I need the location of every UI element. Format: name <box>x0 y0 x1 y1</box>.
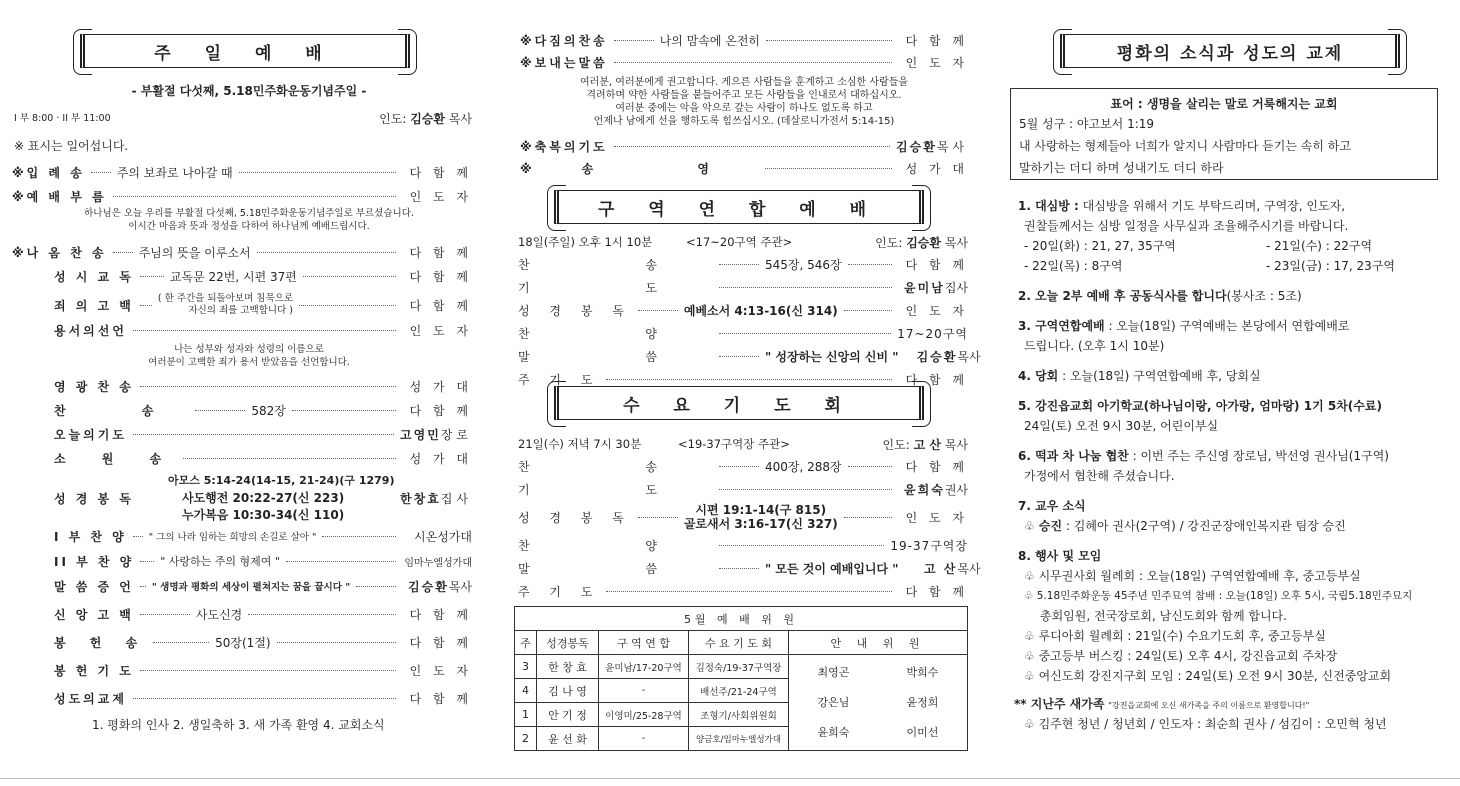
order-item: ※예 배 부 름 인 도 자 <box>12 189 472 204</box>
news-line: ♧ 승진 : 김혜아 권사(2구역) / 강진군장애인복지관 팀장 승진 <box>1024 519 1346 533</box>
table-header: 주 <box>515 631 537 655</box>
news-line: 24일(토) 오전 9시 30분, 어린이부실 <box>1024 419 1219 433</box>
order-item: 찬 송 545장, 546장 다 함 께 <box>518 257 968 272</box>
table-title: 5월 예 배 위 원 <box>515 607 968 631</box>
verse-line: 말하기는 더디 하며 성내기도 더디 하라 <box>1019 161 1224 175</box>
news-line: ♧ 루디아회 월례회 : 21일(수) 수요기도회 후, 중고등부실 <box>1024 629 1326 643</box>
news-item: 8. 행사 및 모임 <box>1018 549 1102 563</box>
wednesday-prayer-leader: 인도: 고 산 목사 <box>882 438 968 452</box>
table-row: 2 윤 선 화 - 양금호/임마누엘성가대 <box>515 727 968 751</box>
sending-word-text: 여러분, 여러분에게 권고합니다. 게으른 사람들을 훈계하고 소심한 사람들을 격려하며 약한 사람들을 붙들어주고 모든 사람들을 인내로서 대하십시오. 여러분 중에는 악을 악으로 갚는 사람이 하나도 없도록 하고 언제나 남에게 선을 행하도록 힘쓰십시오. (데살로니가전서 5:14-15) <box>579 77 909 127</box>
order-item: 성도의교제 다 함 께 <box>54 691 472 706</box>
order-item: ※축복의기도 김승환목사 <box>520 139 968 154</box>
order-item: 오늘의기도 고영민장로 <box>54 427 472 442</box>
district-worship-leader: 인도: 김승환 목사 <box>875 236 968 250</box>
news-item: 7. 교우 소식 <box>1018 499 1086 513</box>
stand-note: ※ 표시는 일어섭니다. <box>14 139 129 153</box>
table-header: 수 요 기 도 회 <box>689 631 789 655</box>
news-line: - 23일(금) : 17, 23구역 <box>1266 259 1395 273</box>
scripture-reading-1: 아모스 5:14-24(14-15, 21-24)(구 1279) <box>168 474 395 487</box>
scripture-reading-2: 사도행전 20:22-27(신 223) <box>182 491 345 505</box>
news-line: ♧ 중고등부 버스킹 : 24일(토) 오후 4시, 강진읍교회 주차장 <box>1024 649 1338 663</box>
order-item: 말 씀 증 언 " 생명과 평화의 세상이 펼쳐지는 꿈을 꿉시다 " 김승환목사 <box>54 579 472 594</box>
sunday-worship-title: 주 일 예 배 <box>80 34 410 68</box>
order-item: 신 앙 고 백 사도신경 다 함 께 <box>54 607 472 622</box>
wednesday-prayer-title: 수 요 기 도 회 <box>554 386 924 420</box>
order-item: 봉 헌 기 도 인 도 자 <box>54 663 472 678</box>
order-item: 주 기 도 다 함 께 <box>518 584 968 599</box>
news-title: 평화의 소식과 성도의 교제 <box>1060 34 1400 68</box>
order-item: ※다짐의찬송 나의 맘속에 온전히 다 함 께 <box>520 33 968 48</box>
news-line: - 22일(목) : 8구역 <box>1024 259 1123 273</box>
news-line: ♧ 5.18민주화운동 45주년 민주묘역 참배 : 오늘(18일) 오후 5시, 국립5.18민주묘지 <box>1024 590 1413 602</box>
news-item: 3. 구역연합예배 : 오늘(18일) 구역예배는 본당에서 연합예배로 <box>1018 319 1350 333</box>
order-item: 용서의선언 인 도 자 <box>54 323 472 338</box>
table-row: 3 한 창 효 윤미남/17-20구역 김정숙/19-37구역장 최영곤 강은님 윤희숙 박희수 윤정희 이미선 <box>515 655 968 679</box>
order-item: ※입 례 송 주의 보좌로 나아갈 때 다 함 께 <box>12 165 472 180</box>
order-item: 기 도 윤미남집사 <box>518 280 968 295</box>
district-worship-host: <17~20구역 주관> <box>686 235 793 249</box>
table-header: 구 역 연 합 <box>599 631 689 655</box>
table-row: 1 안 기 정 이영미/25-28구역 조형기/사회위원회 <box>515 703 968 727</box>
call-to-worship-text: 하나님은 오늘 우리를 부활절 다섯째, 5.18민주화운동기념주일로 부르셨습니다. 이시간 마음과 뜻과 정성을 다하여 하나님께 예배드립시다. <box>84 208 414 232</box>
order-item: 성 경 봉 독 한창효집사 <box>54 491 472 506</box>
new-family-line: ♧ 김주현 청년 / 청년회 / 인도자 : 최순희 권사 / 섬김이 : 오민혁 청년 <box>1024 717 1387 731</box>
order-item: II 부 찬 양 " 사랑하는 주의 형제여 " 임마누엘성가대 <box>54 554 472 569</box>
district-worship-time: 18일(주일) 오후 1시 10분 <box>518 235 653 249</box>
verse-reference: 5월 성구 : 야고보서 1:19 <box>1019 117 1155 131</box>
table-header: 안 내 위 원 <box>789 631 968 655</box>
order-item: I 부 찬 양 " 그의 나라 임하는 희망의 손길로 살아 " 시온성가대 <box>54 529 472 544</box>
absolution-text: 나는 성부와 성자와 성령의 이름으로 여러분이 고백한 죄가 용서 받았음을 선언합니다. <box>148 344 350 368</box>
order-item: 성 시 교 독 교독문 22번, 시편 37편 다 함 께 <box>54 269 472 284</box>
news-line: - 21일(수) : 22구역 <box>1266 239 1373 253</box>
order-item: 성 경 봉 독 예베소서 4:13-16(신 314) 인 도 자 <box>518 303 968 318</box>
order-item: 찬 양 17~20구역 <box>518 326 968 341</box>
news-item: 2. 오늘 2부 예배 후 공동식사를 합니다(봉사조 : 5조) <box>1018 289 1302 303</box>
guides-b: 박희수 윤정희 이미선 <box>878 655 968 751</box>
news-item: 1. 대심방 : 대심방을 위해서 기도 부탁드리며, 구역장, 인도자, <box>1018 199 1346 213</box>
order-item: ※보내는말씀 인 도 자 <box>520 55 968 70</box>
table-header: 성경봉독 <box>537 631 599 655</box>
guides-a: 최영곤 강은님 윤희숙 <box>789 655 879 751</box>
worship-committee-table <box>514 606 968 751</box>
scripture-reading-3: 누가복음 10:30-34(신 110) <box>182 508 345 522</box>
order-item: 소 원 송 성 가 대 <box>54 451 472 466</box>
wednesday-prayer-host: <19-37구역장 주관> <box>678 437 790 451</box>
news-line: 권찰들께서는 심방 일정을 사무실과 조율해주시기를 바랍니다. <box>1024 219 1349 233</box>
order-item: ※송 영 성 가 대 <box>520 161 968 176</box>
order-item: 주 기 도 다 함 께 <box>518 372 968 387</box>
table-row: 4 김 나 영 - 배선주/21-24구역 <box>515 679 968 703</box>
wednesday-prayer-time: 21일(수) 저녁 7시 30분 <box>518 437 642 451</box>
page-bottom-rule <box>0 778 1460 779</box>
order-item: 봉 헌 송 50장(1절) 다 함 께 <box>54 635 472 650</box>
order-item: 영 광 찬 송 성 가 대 <box>54 379 472 394</box>
district-worship-title: 구 역 연 합 예 배 <box>554 190 924 224</box>
news-line: 드립니다. (오후 1시 10분) <box>1024 339 1165 353</box>
church-motto: 표어 : 생명을 살리는 말로 거룩해지는 교회 <box>1110 97 1338 111</box>
order-item: 말 씀 " 성장하는 신앙의 신비 " 김승환목사 <box>518 349 981 364</box>
verse-line: 내 사랑하는 형제들아 너희가 알지니 사람마다 듣기는 속히 하고 <box>1019 139 1351 153</box>
order-item: 찬 송 582장 다 함 께 <box>54 403 472 418</box>
order-item: 죄 의 고 백 ( 한 주간을 되돌아보며 침묵으로 자신의 죄를 고백합니다 ) 다 함 께 <box>54 293 472 316</box>
news-item: 4. 당회 : 오늘(18일) 구역연합예배 후, 당회실 <box>1018 369 1261 383</box>
news-line: ♧ 여신도회 강진지구회 모임 : 24일(토) 오전 9시 30분, 신전중앙교회 <box>1024 669 1392 683</box>
service-times: I 부 8:00 · II 부 11:00 <box>14 113 111 124</box>
order-item: 성 경 봉 독 시편 19:1-14(구 815) 골로새서 3:16-17(신 327) 인 도 자 <box>518 503 968 531</box>
order-item: 찬 송 400장, 288장 다 함 께 <box>518 459 968 474</box>
motto-box <box>1010 88 1438 180</box>
order-item: 찬 양 19-37구역장 <box>518 538 968 553</box>
news-line: 총회임원, 전국장로회, 남신도회와 함께 합니다. <box>1040 609 1287 623</box>
order-item: ※나 옴 찬 송 주님의 뜻을 이루소서 다 함 께 <box>12 245 472 260</box>
news-line: ♧ 시무권사회 월례회 : 오늘(18일) 구역연합예배 후, 중고등부실 <box>1024 569 1361 583</box>
service-leader: 인도: 김승환 목사 <box>379 112 472 126</box>
news-line: - 20일(화) : 21, 27, 35구역 <box>1024 239 1176 253</box>
news-line: 가정에서 협찬해 주셨습니다. <box>1024 469 1175 483</box>
news-item: 5. 강진읍교회 아기학교(하나님이랑, 아가랑, 엄마랑) 1기 5차(수료) <box>1018 399 1382 413</box>
order-item: 말 씀 " 모든 것이 예배입니다 " 고 산목사 <box>518 561 981 576</box>
sunday-subtitle: - 부활절 다섯째, 5.18민주화운동기념주일 - <box>131 84 367 98</box>
new-family-heading: ** 지난주 새가족 "강진읍교회에 오신 새가족을 주의 이름으로 환영합니다!" <box>1014 697 1310 711</box>
fellowship-order: 1. 평화의 인사 2. 생일축하 3. 새 가족 환영 4. 교회소식 <box>92 718 385 732</box>
order-item: 기 도 윤희숙권사 <box>518 482 968 497</box>
news-item: 6. 떡과 차 나눔 협찬 : 이번 주는 주신영 장로님, 박선영 권사님(1구역) <box>1018 449 1389 463</box>
